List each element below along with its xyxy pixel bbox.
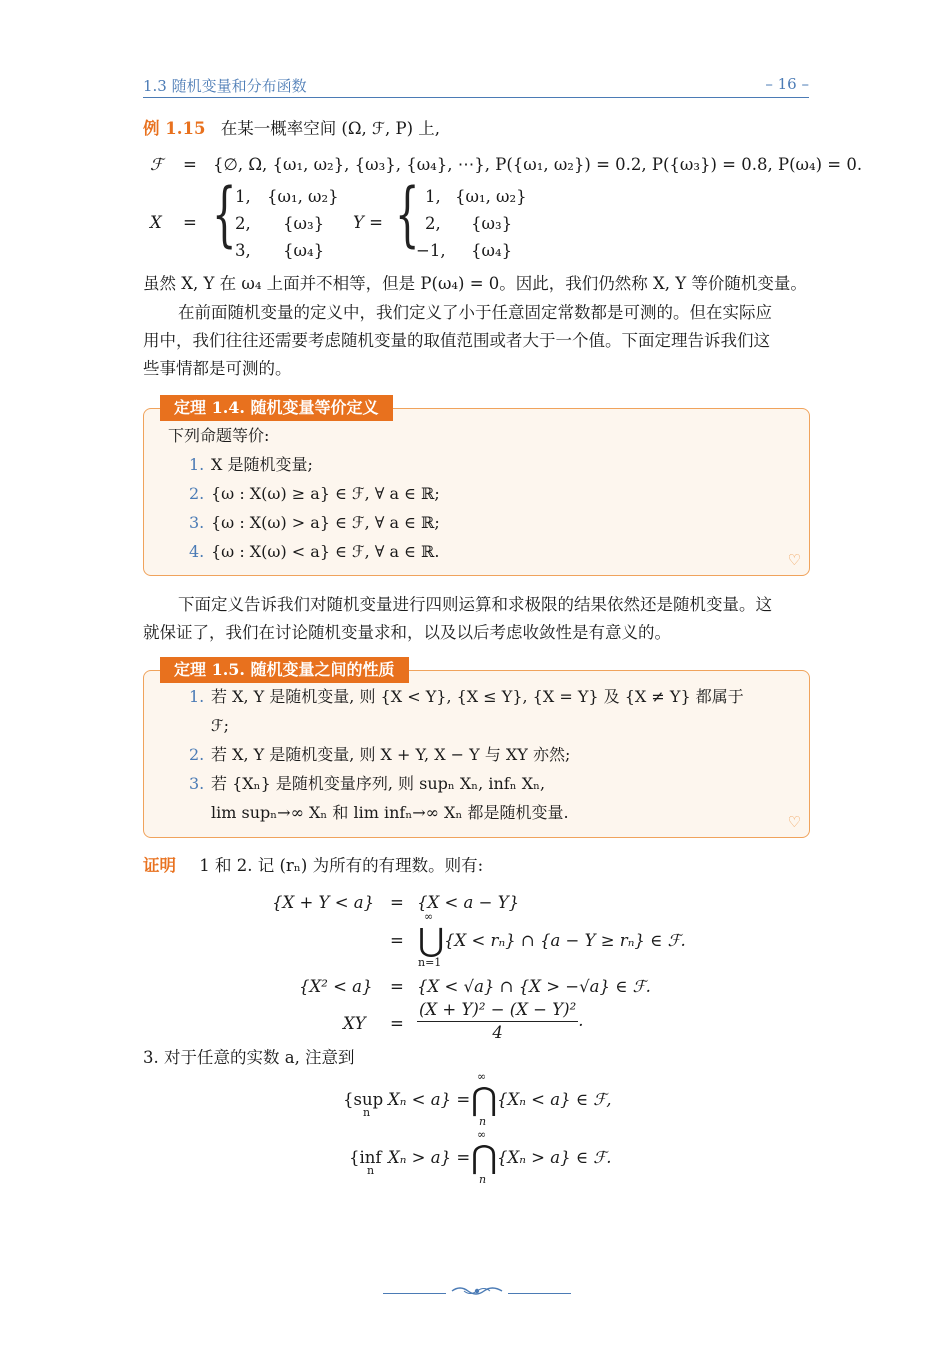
- para2-line-1: 下面定义告诉我们对随机变量进行四则运算和求极限的结果依然还是随机变量。这: [178, 595, 772, 614]
- example-label: 例 1.15: [143, 119, 206, 138]
- theorem-1-4-item-1: 1. X 是随机变量;: [189, 455, 313, 474]
- example-intro-line: [143, 117, 440, 141]
- inf-row-rhs: {Xₙ > a} ∈ ℱ.: [497, 1148, 612, 1167]
- inf-row-lhs-sub: n: [367, 1164, 375, 1177]
- big-intersection-icon: ⋂: [471, 1080, 498, 1118]
- big-union-icon: ⋃: [418, 921, 445, 959]
- proof-row-3-eq: =: [390, 977, 404, 996]
- proof-row-1-eq: =: [390, 893, 404, 912]
- X-case-1-set: {ω₁, ω₂}: [267, 187, 339, 206]
- X-case-2-val: 2,: [235, 214, 251, 233]
- para1-line-3: 些事情都是可测的。: [143, 359, 292, 378]
- proof-row-2-eq: =: [390, 931, 404, 950]
- para2-line-2: 就保证了，我们在讨论随机变量求和，以及以后考虑收敛性是有意义的。: [143, 623, 671, 642]
- cap-sup-2: ∞: [477, 1128, 487, 1141]
- theorem-1-5-item-3-cont: lim supₙ→∞ Xₙ 和 lim infₙ→∞ Xₙ 都是随机变量.: [211, 803, 569, 822]
- Y-case-3-set: {ω₄}: [471, 241, 513, 260]
- heart-icon: ♡: [787, 813, 801, 831]
- para1-line-2: 用中，我们往往还需要考虑随机变量的取值范围或者大于一个值。下面定理告诉我们这: [143, 331, 770, 350]
- X-case-2-set: {ω₃}: [283, 214, 325, 233]
- theorem-1-5-item-1: 1. 若 X, Y 是随机变量, 则 {X < Y}, {X ≤ Y}, {X = Y} 及 {X ≠ Y} 都属于: [189, 687, 744, 706]
- X-case-3-set: {ω₄}: [283, 241, 325, 260]
- Y-case-1-val: 1,: [425, 187, 441, 206]
- X-case-3-val: 3,: [235, 241, 251, 260]
- example-note: 虽然 X, Y 在 ω₄ 上面并不相等，但是 P(ω₄) = 0。因此，我们仍然称 X, Y 等价随机变量。: [143, 274, 807, 293]
- Y-case-2-set: {ω₃}: [471, 214, 513, 233]
- theorem-1-5-label: 定理 1.5. 随机变量之间的性质: [160, 657, 409, 683]
- X-case-1-val: 1,: [235, 187, 251, 206]
- theorem-1-5-box: [143, 660, 810, 838]
- theorem-1-4-box: [143, 398, 810, 576]
- section-title: 1.3 随机变量和分布函数: [143, 77, 307, 95]
- union-sup: ∞: [424, 910, 434, 923]
- inf-row-lhs: {inf: [349, 1148, 382, 1167]
- sup-row-rhs: {Xₙ < a} ∈ ℱ,: [497, 1090, 612, 1109]
- proof-row-2-rhs: {X < rₙ} ∩ {a − Y ≥ rₙ} ∈ ℱ.: [444, 931, 686, 950]
- big-intersection-icon: ⋂: [471, 1138, 498, 1176]
- math-F-lhs: ℱ: [150, 155, 163, 174]
- Y-case-3-val: −1,: [416, 241, 446, 260]
- proof-row-4-frac: $\frac{\text{(X + Y)² − (X − Y)²}}{4}$ .: [419, 1000, 584, 1042]
- inf-row-lhs-rest: Xₙ > a} =: [388, 1148, 471, 1167]
- math-X-lhs: X: [150, 213, 162, 232]
- page-number: – 16 –: [765, 75, 809, 93]
- theorem-1-4-item-2: 2. {ω : X(ω) ≥ a} ∈ ℱ, ∀ a ∈ ℝ;: [189, 484, 440, 503]
- cap-sub-2: n: [479, 1173, 487, 1186]
- proof-row-1-rhs: {X < a − Y}: [417, 893, 520, 912]
- theorem-1-4-item-3: 3. {ω : X(ω) > a} ∈ ℱ, ∀ a ∈ ℝ;: [189, 513, 440, 532]
- proof-label: 证明: [143, 856, 176, 875]
- proof-row-3-rhs: {X < √a} ∩ {X > −√a} ∈ ℱ.: [417, 977, 651, 996]
- math-F-rhs: {∅, Ω, {ω₁, ω₂}, {ω₃}, {ω₄}, ⋯}, P({ω₁, ω₂}) = 0.2, P({ω₃}) = 0.8, P(ω₄) = 0.: [213, 155, 863, 174]
- theorem-1-4-item-4: 4. {ω : X(ω) < a} ∈ ℱ, ∀ a ∈ ℝ.: [189, 542, 440, 561]
- Y-case-1-set: {ω₁, ω₂}: [455, 187, 527, 206]
- sup-row-lhs-rest: Xₙ < a} =: [388, 1090, 471, 1109]
- math-Y-lhs: Y =: [353, 213, 383, 232]
- running-header: [143, 73, 809, 98]
- theorem-1-4-lead: 下列命题等价:: [168, 426, 270, 445]
- theorem-1-5-item-2: 2. 若 X, Y 是随机变量, 则 X + Y, X − Y 与 XY 亦然;: [189, 745, 571, 764]
- heart-icon: ♡: [787, 551, 801, 569]
- math-eq-1: =: [183, 155, 197, 174]
- math-eq-2: =: [183, 213, 197, 232]
- footer-ornament-icon: [446, 1283, 508, 1303]
- theorem-1-4-label: 定理 1.4. 随机变量等价定义: [160, 395, 393, 421]
- proof-row-1-lhs: {X + Y < a}: [272, 893, 375, 912]
- sup-row-lhs-sub: n: [363, 1106, 371, 1119]
- left-brace-X: {: [212, 173, 237, 255]
- theorem-1-5-item-3: 3. 若 {Xₙ} 是随机变量序列, 则 supₙ Xₙ, infₙ Xₙ,: [189, 774, 546, 793]
- proof-part3: 3. 对于任意的实数 a, 注意到: [143, 1048, 355, 1067]
- para1-line-1: 在前面随机变量的定义中，我们定义了小于任意固定常数都是可测的。但在实际应: [178, 303, 772, 322]
- proof-intro: 1 和 2. 记 (rₙ) 为所有的有理数。则有:: [199, 856, 484, 875]
- union-sub: n=1: [418, 956, 442, 969]
- cap-sub: n: [479, 1115, 487, 1128]
- theorem-1-5-item-1-cont: ℱ;: [211, 716, 229, 735]
- proof-intro-line: [143, 854, 483, 878]
- proof-row-4-lhs: XY: [343, 1014, 366, 1033]
- left-brace-Y: {: [395, 173, 420, 255]
- Y-case-2-val: 2,: [425, 214, 441, 233]
- cap-sup: ∞: [477, 1070, 487, 1083]
- sup-row-lhs: {sup: [343, 1090, 384, 1109]
- proof-row-3-lhs: {X² < a}: [299, 977, 373, 996]
- example-intro: 在某一概率空间 (Ω, ℱ, P) 上,: [220, 119, 441, 138]
- proof-row-4-eq: =: [390, 1014, 404, 1033]
